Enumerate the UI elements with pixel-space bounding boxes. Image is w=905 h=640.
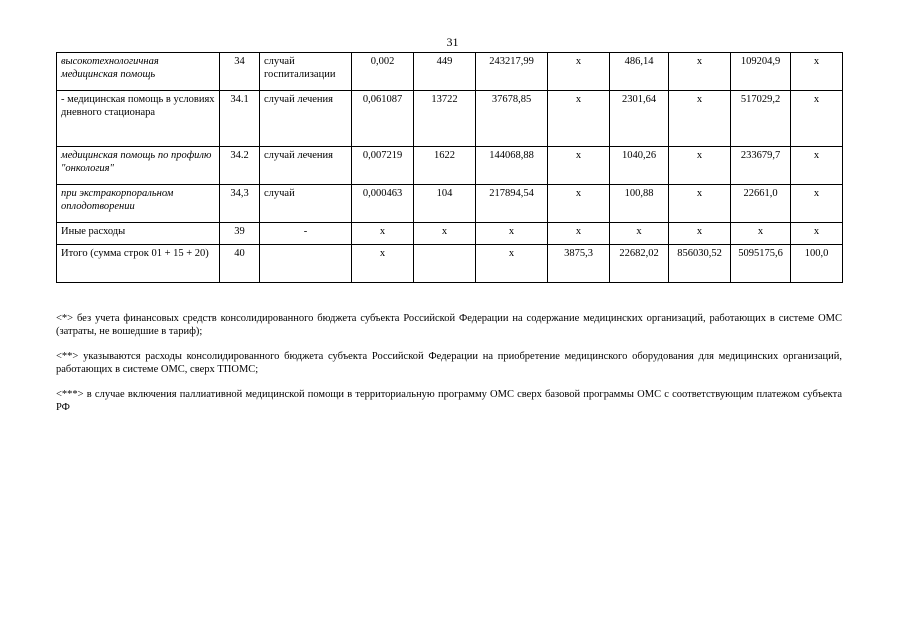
value-cell: х	[548, 223, 610, 245]
value-cell: 1622	[414, 147, 476, 185]
row-code: 39	[220, 223, 260, 245]
table-row	[57, 245, 843, 283]
row-unit: случай	[260, 185, 352, 223]
row-name: Итого (сумма строк 01 + 15 + 20)	[57, 245, 220, 283]
value-cell: 3875,3	[548, 245, 610, 283]
value-cell: 5095175,6	[731, 245, 791, 283]
value-cell: х	[548, 147, 610, 185]
value-cell: х	[791, 185, 843, 223]
value-cell: х	[352, 223, 414, 245]
value-cell: 217894,54	[476, 185, 548, 223]
page-number: 31	[446, 35, 459, 49]
row-code: 40	[220, 245, 260, 283]
value-cell: 144068,88	[476, 147, 548, 185]
value-cell: х	[548, 91, 610, 147]
row-unit: -	[260, 223, 352, 245]
value-cell: 2301,64	[610, 91, 669, 147]
value-cell: 0,007219	[352, 147, 414, 185]
table-row	[57, 185, 843, 223]
value-cell: 0,061087	[352, 91, 414, 147]
value-cell: 856030,52	[669, 245, 731, 283]
footnote-2: <**> указываются расходы консолидированного бюджета субъекта Российской Федерации на приобретение медицинского оборудования для медицинских организаций, работающих в системе ОМС, сверх ТПОМС;	[56, 351, 842, 375]
row-unit: случай госпитализации	[260, 53, 352, 91]
table-row	[57, 91, 843, 147]
row-name: при экстракорпоральном оплодотворении	[57, 185, 220, 223]
value-cell: х	[669, 91, 731, 147]
value-cell: х	[791, 223, 843, 245]
value-cell: 486,14	[610, 53, 669, 91]
row-name: - медицинская помощь в условиях дневного стационара	[57, 91, 220, 147]
value-cell: х	[352, 245, 414, 283]
financing-table	[56, 52, 843, 283]
table-row	[57, 53, 843, 91]
row-name: Иные расходы	[57, 223, 220, 245]
value-cell: х	[610, 223, 669, 245]
row-name: медицинская помощь по профилю "онкология"	[57, 147, 220, 185]
value-cell: 0,000463	[352, 185, 414, 223]
value-cell: х	[476, 223, 548, 245]
value-cell: х	[548, 53, 610, 91]
value-cell: х	[669, 147, 731, 185]
value-cell: х	[414, 223, 476, 245]
value-cell: 100,0	[791, 245, 843, 283]
row-code: 34,3	[220, 185, 260, 223]
row-unit: случай лечения	[260, 147, 352, 185]
value-cell: 0,002	[352, 53, 414, 91]
value-cell: х	[669, 53, 731, 91]
value-cell: 13722	[414, 91, 476, 147]
value-cell: х	[669, 185, 731, 223]
value-cell: х	[791, 147, 843, 185]
row-unit: случай лечения	[260, 91, 352, 147]
value-cell: 233679,7	[731, 147, 791, 185]
value-cell: х	[476, 245, 548, 283]
value-cell: х	[548, 185, 610, 223]
value-cell: 517029,2	[731, 91, 791, 147]
value-cell: 449	[414, 53, 476, 91]
table-row	[57, 147, 843, 185]
value-cell: х	[791, 53, 843, 91]
value-cell: х	[669, 223, 731, 245]
value-cell	[414, 245, 476, 283]
value-cell: 100,88	[610, 185, 669, 223]
row-code: 34	[220, 53, 260, 91]
value-cell: 1040,26	[610, 147, 669, 185]
value-cell: 37678,85	[476, 91, 548, 147]
table-row	[57, 223, 843, 245]
value-cell: 243217,99	[476, 53, 548, 91]
row-name: высокотехнологичная медицинская помощь	[57, 53, 220, 91]
footnotes	[56, 312, 842, 426]
value-cell: 109204,9	[731, 53, 791, 91]
row-code: 34.2	[220, 147, 260, 185]
value-cell: х	[791, 91, 843, 147]
value-cell: 22682,02	[610, 245, 669, 283]
footnote-3: <***> в случае включения паллиативной медицинской помощи в территориальную программу ОМС сверх базовой программы ОМС с соответствующим платежом субъекта РФ	[56, 389, 842, 413]
value-cell: х	[731, 223, 791, 245]
value-cell: 22661,0	[731, 185, 791, 223]
row-unit	[260, 245, 352, 283]
row-code: 34.1	[220, 91, 260, 147]
value-cell: 104	[414, 185, 476, 223]
footnote-1: <*> без учета финансовых средств консолидированного бюджета субъекта Российской Федерации на содержание медицинских организаций, работающих в системе ОМС (затраты, не вошедшие в тариф);	[56, 313, 842, 337]
